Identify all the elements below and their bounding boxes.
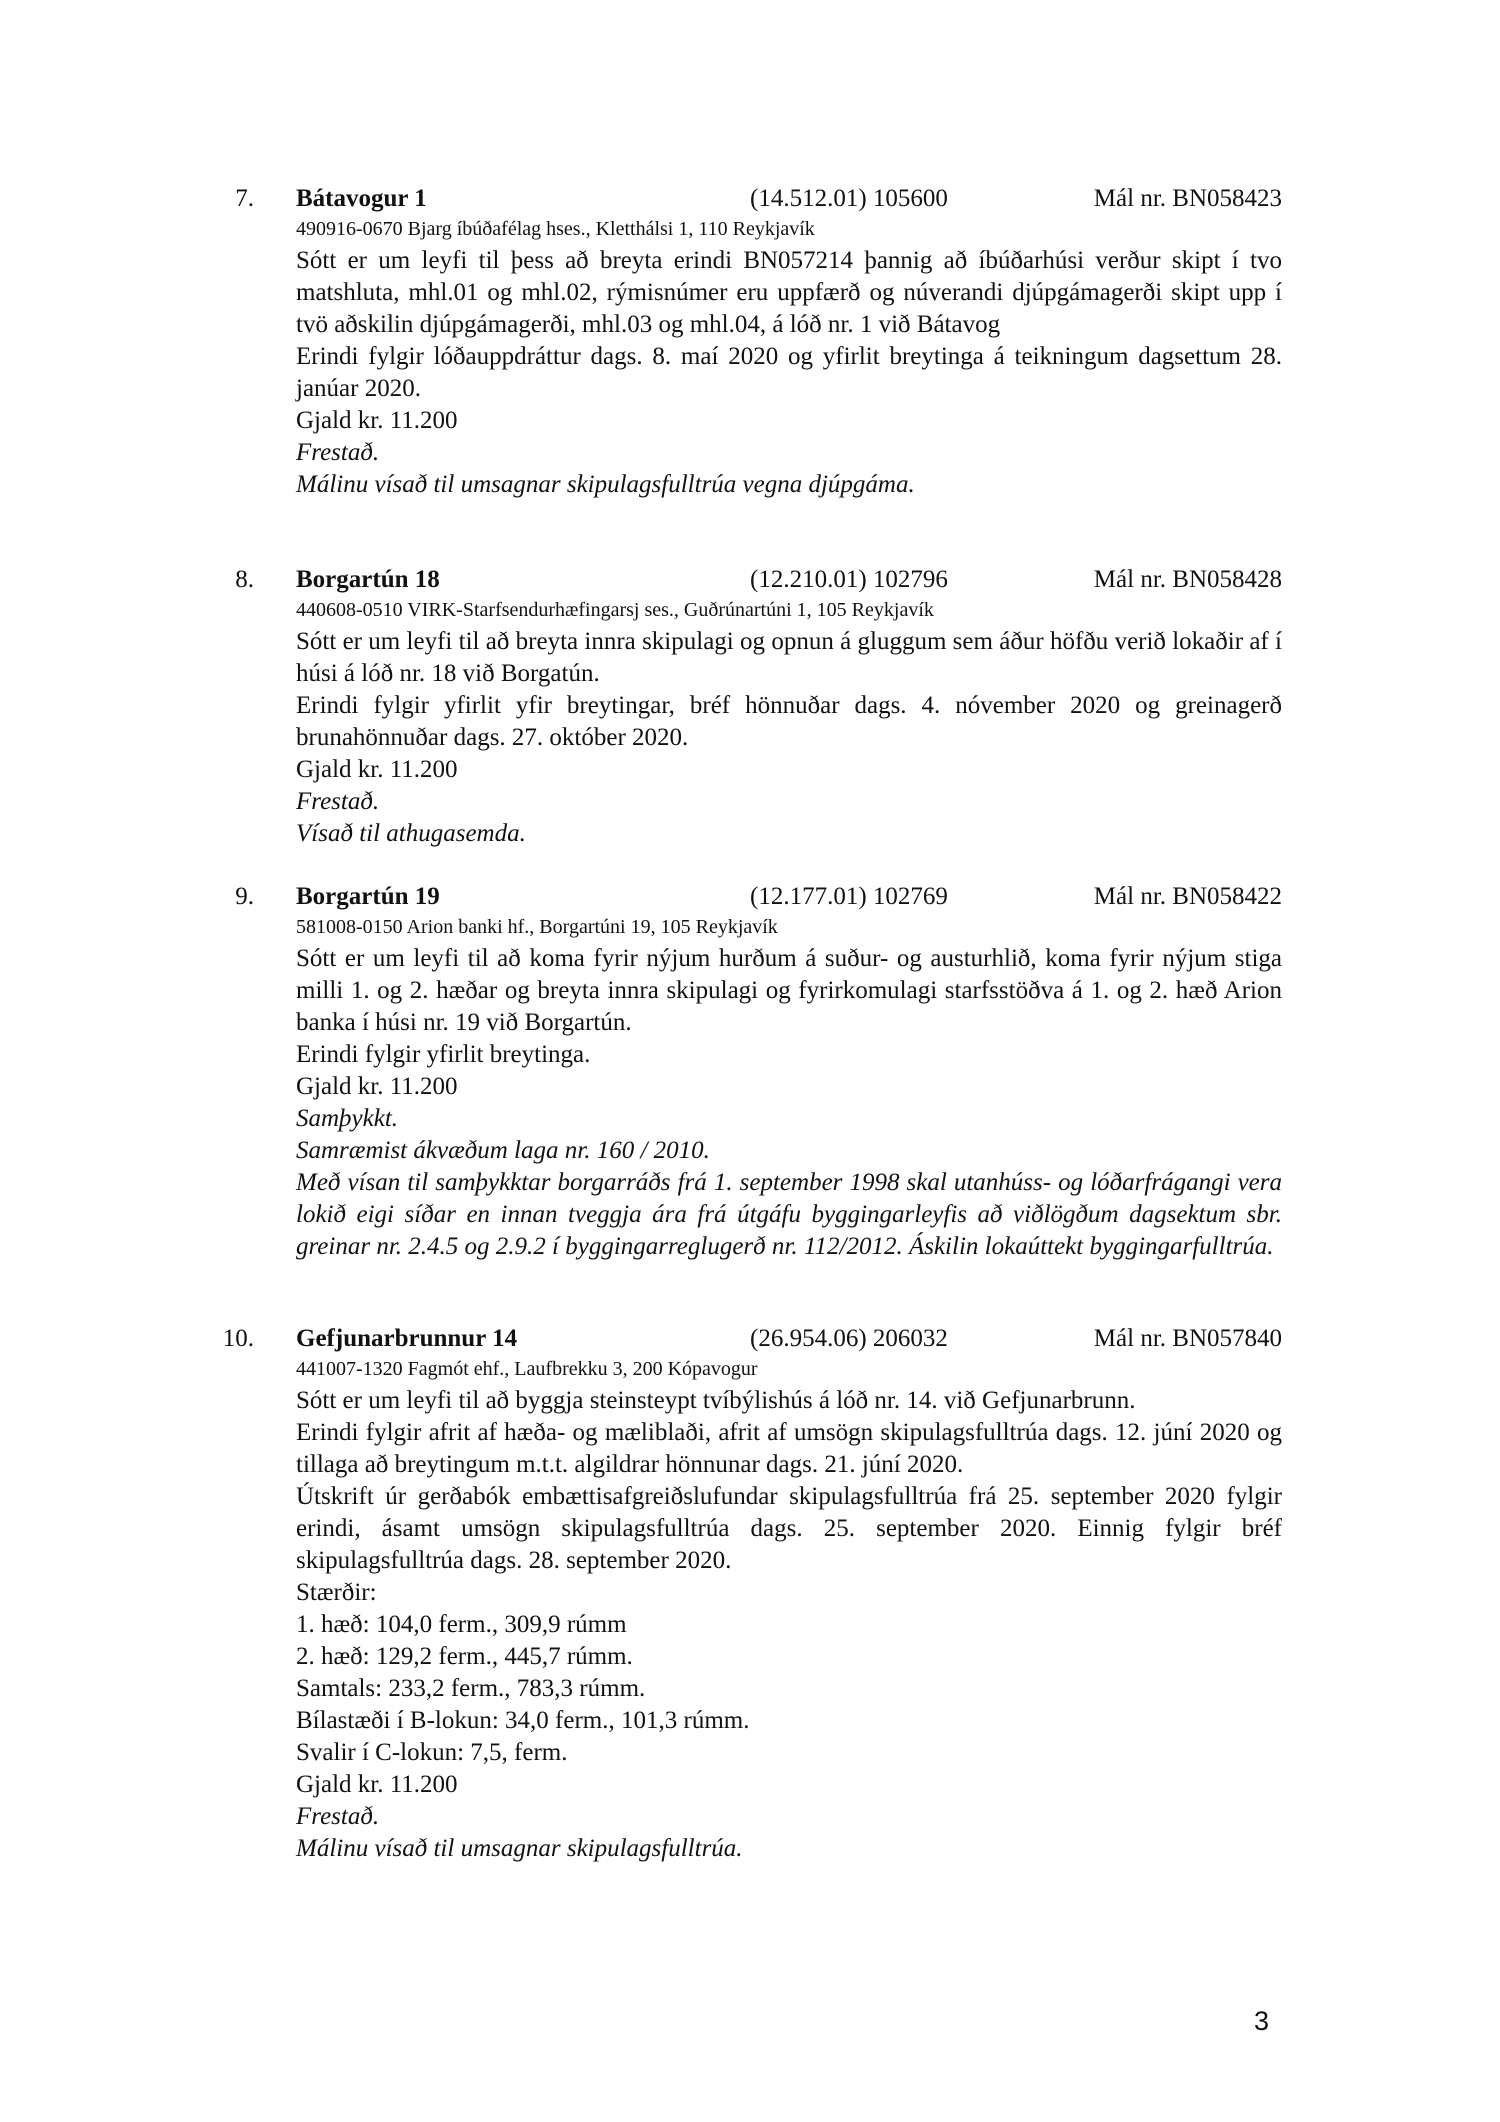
case-attachments: Erindi fylgir yfirlit breytinga. <box>296 1041 591 1068</box>
case-decision: Frestað. <box>296 1803 380 1830</box>
case-body <box>296 216 1282 501</box>
case-decision: Frestað. <box>296 439 380 466</box>
case-note: Málinu vísað til umsagnar skipulagsfulltrúa vegna djúpgáma. <box>296 471 915 498</box>
size-line: 1. hæð: 104,0 ferm., 309,9 rúmm <box>296 1611 627 1638</box>
applicant: 581008-0150 Arion banki hf., Borgartúni 19, 105 Reykjavík <box>296 916 778 938</box>
case-title: Borgartún 18 <box>296 566 440 593</box>
case-entry-8 <box>222 563 1282 850</box>
case-number: 9. <box>235 883 254 910</box>
case-reference: Mál nr. BN058428 <box>1093 566 1282 593</box>
sizes-label: Stærðir: <box>296 1579 377 1606</box>
land-id: (12.177.01) 102769 <box>750 883 948 910</box>
case-number: 10. <box>222 1325 254 1352</box>
land-id: (26.954.06) 206032 <box>750 1325 948 1352</box>
size-line: Samtals: 233,2 ferm., 783,3 rúmm. <box>296 1675 646 1702</box>
case-note: Samræmist ákvæðum laga nr. 160 / 2010. <box>296 1137 710 1164</box>
case-description: Sótt er um leyfi til að koma fyrir nýjum hurðum á suður- og austurhlið, koma fyrir nýjum stiga milli 1. og 2. hæðar og breyta innra skipulagi og fyrirkomulagi starfsstöðva á 1. og 2. hæð Arion banka í húsi nr. 19 við Borgartún. <box>296 945 1282 1036</box>
case-body <box>296 914 1282 1263</box>
case-fee: Gjald kr. 11.200 <box>296 1771 458 1798</box>
case-fee: Gjald kr. 11.200 <box>296 756 458 783</box>
case-note: Málinu vísað til umsagnar skipulagsfulltrúa. <box>296 1835 743 1862</box>
case-reference: Mál nr. BN057840 <box>1093 1325 1282 1352</box>
case-decision: Frestað. <box>296 788 380 815</box>
page-number: 3 <box>1254 2006 1270 2036</box>
case-header <box>222 182 1282 216</box>
case-header <box>222 880 1282 914</box>
case-attachments: Erindi fylgir yfirlit yfir breytingar, bréf hönnuðar dags. 4. nóvember 2020 og greinagerð brunahönnuðar dags. 27. október 2020. <box>296 692 1282 751</box>
land-id: (14.512.01) 105600 <box>750 185 948 212</box>
land-id: (12.210.01) 102796 <box>750 566 948 593</box>
case-attachments: Erindi fylgir lóðauppdráttur dags. 8. maí 2020 og yfirlit breytinga á teikningum dagsettum 28. janúar 2020. <box>296 343 1282 402</box>
case-title: Gefjunarbrunnur 14 <box>296 1325 518 1352</box>
case-title: Bátavogur 1 <box>296 185 427 212</box>
case-decision: Samþykkt. <box>296 1105 399 1132</box>
case-note: Vísað til athugasemda. <box>296 820 526 847</box>
case-body <box>296 597 1282 850</box>
case-number: 7. <box>235 185 254 212</box>
size-line: Svalir í C-lokun: 7,5, ferm. <box>296 1739 568 1766</box>
case-title: Borgartún 19 <box>296 883 440 910</box>
case-body <box>296 1356 1282 1865</box>
case-reference: Mál nr. BN058422 <box>1093 883 1282 910</box>
case-number: 8. <box>235 566 254 593</box>
case-description: Sótt er um leyfi til þess að breyta erindi BN057214 þannig að íbúðarhúsi verður skipt í tvo matshluta, mhl.01 og mhl.02, rýmisnúmer eru uppfærð og núverandi djúpgámagerði skipt upp í tvö aðskilin djúpgámagerði, mhl.03 og mhl.04, á lóð nr. 1 við Bátavog <box>296 247 1282 338</box>
case-fee: Gjald kr. 11.200 <box>296 1073 458 1100</box>
case-conditions: Með vísan til samþykktar borgarráðs frá 1. september 1998 skal utanhúss- og lóðarfrágangi vera lokið eigi síðar en innan tveggja ára frá útgáfu byggingarleyfis að viðlögðum dagsektum sbr. greinar nr. 2.4.5 og 2.9.2 í byggingarreglugerð nr. 112/2012. Áskilin lokaúttekt byggingarfulltrúa. <box>296 1169 1282 1260</box>
applicant: 440608-0510 VIRK-Starfsendurhæfingarsj ses., Guðrúnartúni 1, 105 Reykjavík <box>296 599 934 621</box>
case-entry-7 <box>222 182 1282 501</box>
case-description: Sótt er um leyfi til að byggja steinsteypt tvíbýlishús á lóð nr. 14. við Gefjunarbrunn. <box>296 1387 1136 1414</box>
case-reference: Mál nr. BN058423 <box>1093 185 1282 212</box>
case-entry-9 <box>222 880 1282 1263</box>
size-line: 2. hæð: 129,2 ferm., 445,7 rúmm. <box>296 1643 633 1670</box>
case-fee: Gjald kr. 11.200 <box>296 407 458 434</box>
case-attachments: Erindi fylgir afrit af hæða- og mæliblaði, afrit af umsögn skipulagsfulltrúa dags. 12. júní 2020 og tillaga að breytingum m.t.t. algildrar hönnunar dags. 21. júní 2020. <box>296 1419 1282 1478</box>
applicant: 441007-1320 Fagmót ehf., Laufbrekku 3, 200 Kópavogur <box>296 1358 758 1380</box>
case-extract: Útskrift úr gerðabók embættisafgreiðslufundar skipulagsfulltrúa frá 25. september 2020 fylgir erindi, ásamt umsögn skipulagsfulltrúa dags. 25. september 2020. Einnig fylgir bréf skipulagsfulltrúa dags. 28. september 2020. <box>296 1483 1282 1574</box>
case-description: Sótt er um leyfi til að breyta innra skipulagi og opnun á gluggum sem áður höfðu verið lokaðir af í húsi á lóð nr. 18 við Borgatún. <box>296 628 1282 687</box>
case-entry-10 <box>222 1322 1282 1865</box>
case-header <box>222 1322 1282 1356</box>
size-line: Bílastæði í B-lokun: 34,0 ferm., 101,3 rúmm. <box>296 1707 750 1734</box>
case-header <box>222 563 1282 597</box>
applicant: 490916-0670 Bjarg íbúðafélag hses., Kletthálsi 1, 110 Reykjavík <box>296 218 815 240</box>
